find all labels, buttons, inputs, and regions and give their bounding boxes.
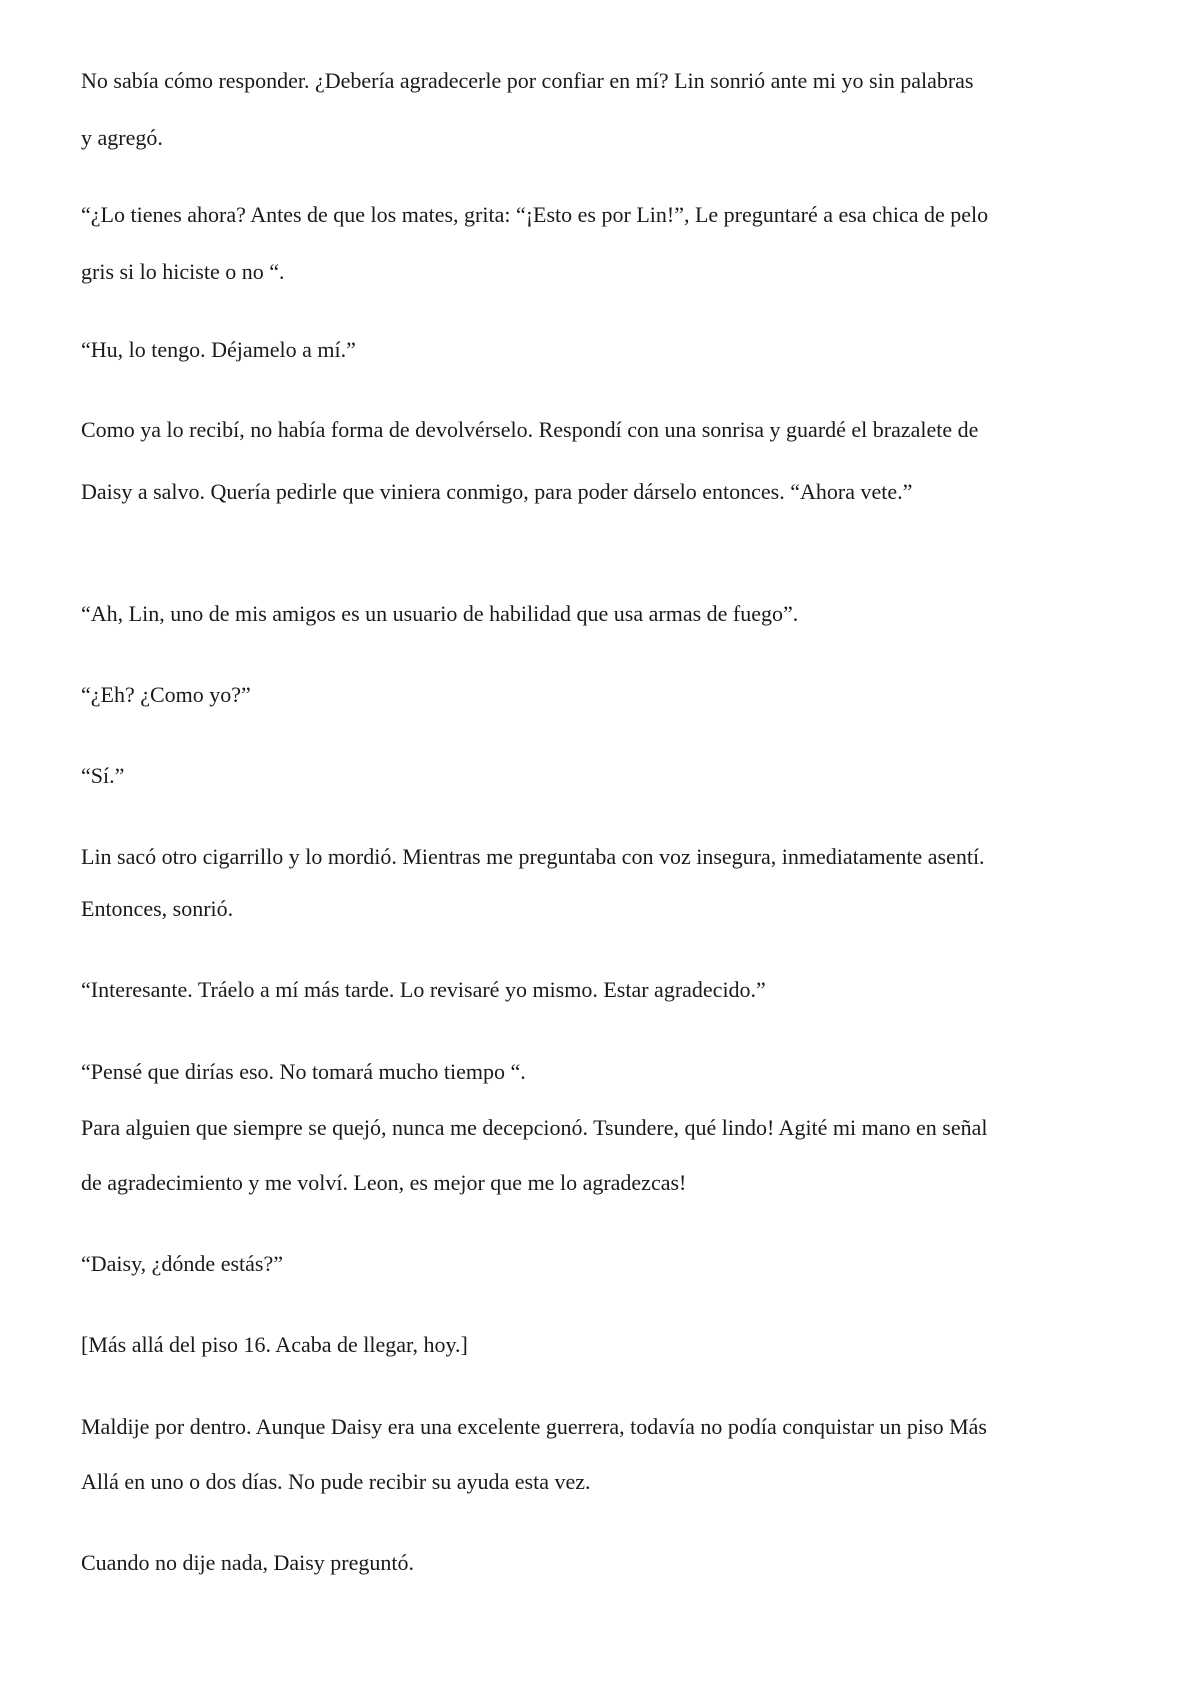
text-line: Lin sacó otro cigarrillo y lo mordió. Mientras me preguntaba con voz insegura, inmediatamente asentí. bbox=[81, 844, 985, 869]
text-line: “¿Eh? ¿Como yo?” bbox=[81, 682, 251, 707]
text-line: [Más allá del piso 16. Acaba de llegar, hoy.] bbox=[81, 1332, 468, 1357]
text-line: “Interesante. Tráelo a mí más tarde. Lo revisaré yo mismo. Estar agradecido.” bbox=[81, 977, 766, 1002]
text-line: No sabía cómo responder. ¿Debería agradecerle por confiar en mí? Lin sonrió ante mi yo sin palabras bbox=[81, 68, 974, 93]
text-line: “Pensé que dirías eso. No tomará mucho tiempo “. bbox=[81, 1059, 526, 1084]
text-line: Allá en uno o dos días. No pude recibir su ayuda esta vez. bbox=[81, 1469, 591, 1494]
text-line: de agradecimiento y me volví. Leon, es mejor que me lo agradezcas! bbox=[81, 1170, 687, 1195]
text-line: Entonces, sonrió. bbox=[81, 896, 234, 921]
text-line: “Sí.” bbox=[81, 763, 125, 788]
text-line: “¿Lo tienes ahora? Antes de que los mates, grita: “¡Esto es por Lin!”, Le preguntaré a esa chica de pelo bbox=[81, 202, 989, 227]
text-line: “Hu, lo tengo. Déjamelo a mí.” bbox=[81, 337, 356, 362]
text-line: Como ya lo recibí, no había forma de devolvérselo. Respondí con una sonrisa y guardé el brazalete de bbox=[81, 417, 979, 442]
text-line: gris si lo hiciste o no “. bbox=[81, 259, 285, 284]
text-line: Cuando no dije nada, Daisy preguntó. bbox=[81, 1550, 414, 1575]
text-line: Maldije por dentro. Aunque Daisy era una excelente guerrera, todavía no podía conquistar un piso Más bbox=[81, 1414, 987, 1439]
text-line: Daisy a salvo. Quería pedirle que viniera conmigo, para poder dárselo entonces. “Ahora vete.” bbox=[81, 479, 913, 504]
text-line: “Daisy, ¿dónde estás?” bbox=[81, 1251, 283, 1276]
text-line: “Ah, Lin, uno de mis amigos es un usuario de habilidad que usa armas de fuego”. bbox=[81, 601, 799, 626]
text-line: Para alguien que siempre se quejó, nunca me decepcionó. Tsundere, qué lindo! Agité mi mano en señal bbox=[81, 1115, 988, 1140]
text-line: y agregó. bbox=[81, 125, 163, 150]
